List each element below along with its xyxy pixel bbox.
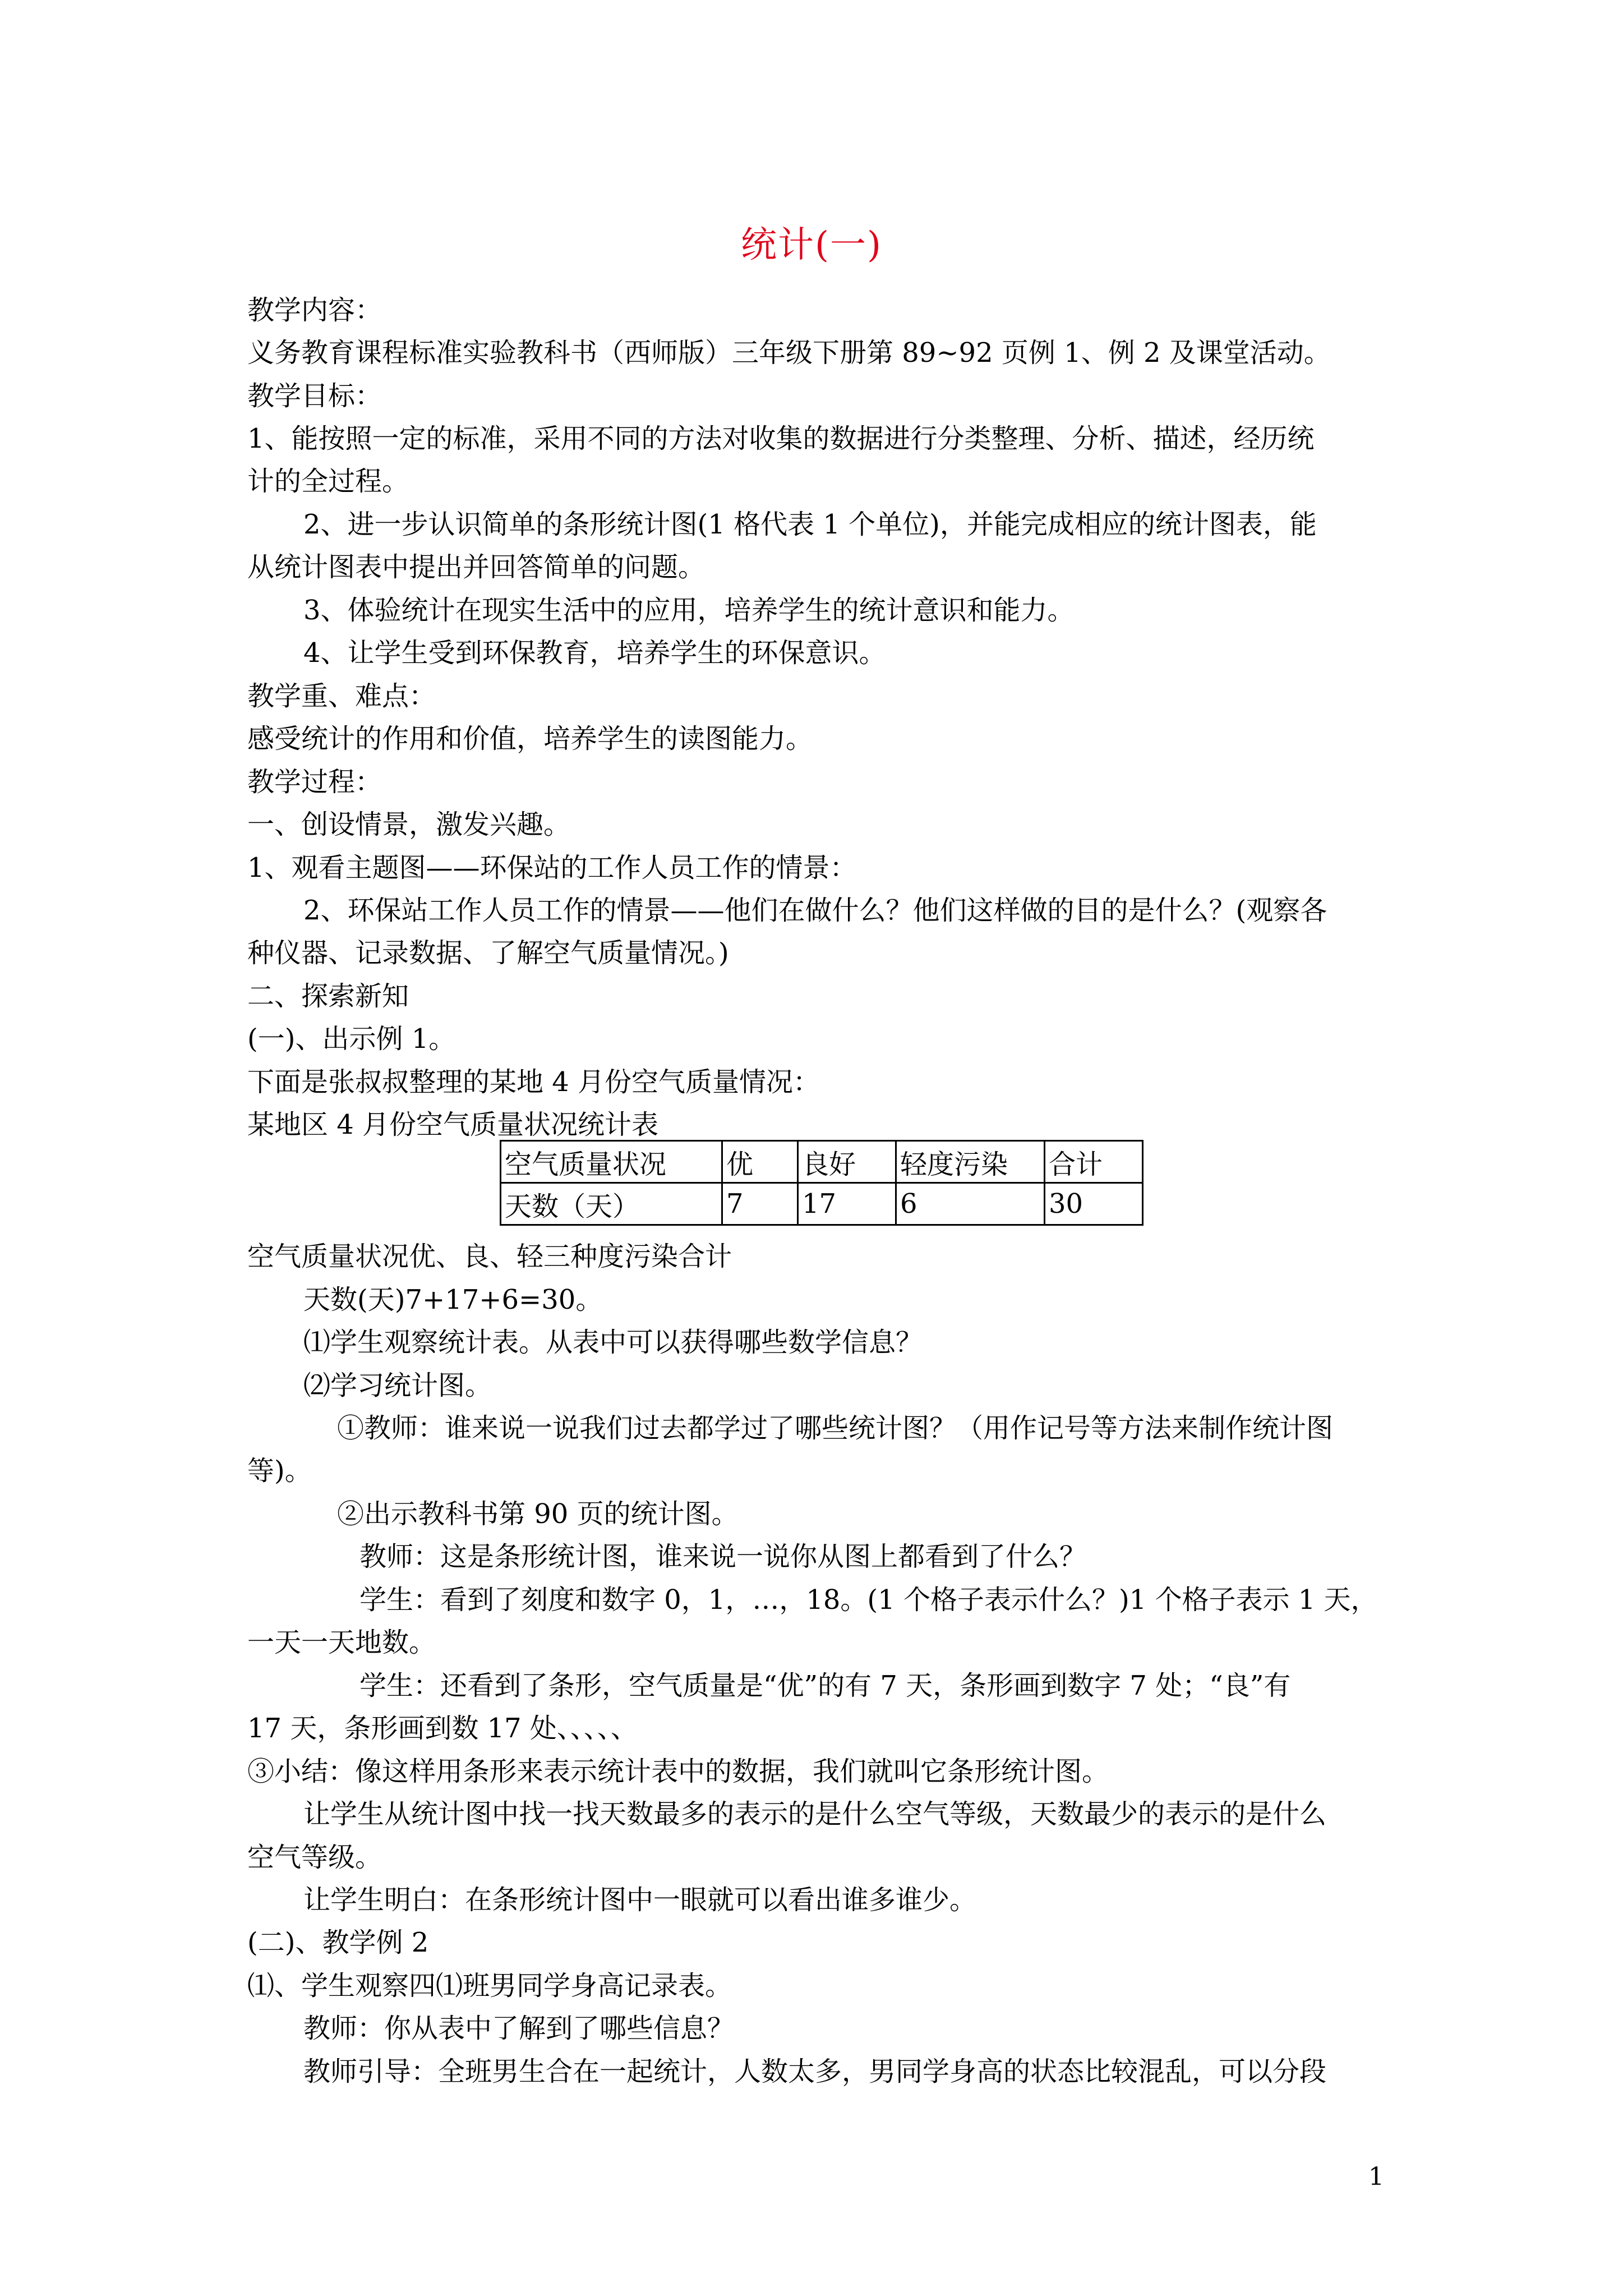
text-line: 等)。 xyxy=(247,1455,312,1487)
text-line: 教学过程： xyxy=(247,766,382,798)
text-line: 种仪器、记录数据、了解空气质量情况。) xyxy=(247,937,729,969)
text-line: 教师：这是条形统计图，谁来说一说你从图上都看到了什么？ xyxy=(359,1541,1087,1572)
table-row xyxy=(501,1183,1143,1225)
text-line: 空气等级。 xyxy=(247,1842,382,1873)
text-line: 让学生明白：在条形统计图中一眼就可以看出谁多谁少。 xyxy=(303,1884,977,1916)
text-line: 二、探索新知 xyxy=(247,981,409,1012)
table-cell: 天数（天） xyxy=(501,1183,722,1225)
text-line: 感受统计的作用和价值，培养学生的读图能力。 xyxy=(247,723,813,754)
text-line: 下面是张叔叔整理的某地 4 月份空气质量情况： xyxy=(247,1066,820,1098)
text-line: 1、观看主题图——环保站的工作人员工作的情景： xyxy=(247,852,857,884)
text-line: 学生：看到了刻度和数字 0，1，…，18。(1 个格子表示什么？)1 个格子表示 1 天， xyxy=(359,1584,1378,1616)
text-line: 教师引导：全班男生合在一起统计，人数太多，男同学身高的状态比较混乱，可以分段 xyxy=(303,2056,1327,2087)
text-line: 义务教育课程标准实验教科书（西师版）三年级下册第 89~92 页例 1、例 2 及课堂活动。 xyxy=(247,337,1331,369)
text-line: 学生：还看到了条形，空气质量是“优”的有 7 天，条形画到数字 7 处；“良”有 xyxy=(359,1670,1291,1701)
text-line: 教学目标： xyxy=(247,380,382,412)
table-header-cell: 优 xyxy=(722,1141,798,1183)
table-header-cell: 合计 xyxy=(1045,1141,1143,1183)
text-line: (一)、出示例 1。 xyxy=(247,1023,456,1055)
table-cell: 7 xyxy=(722,1183,798,1225)
text-line: 2、环保站工作人员工作的情景——他们在做什么？他们这样做的目的是什么？(观察各 xyxy=(303,895,1327,926)
text-line: ①教师：谁来说一说我们过去都学过了哪些统计图？（用作记号等方法来制作统计图 xyxy=(337,1412,1334,1444)
text-line: 17 天，条形画到数 17 处、、、、、 xyxy=(247,1713,638,1744)
document-title: 统计(一) xyxy=(741,224,882,266)
text-line: (二)、教学例 2 xyxy=(247,1927,429,1958)
table-header-cell: 空气质量状况 xyxy=(501,1141,722,1183)
text-line: 1、能按照一定的标准，采用不同的方法对收集的数据进行分类整理、分析、描述，经历统 xyxy=(247,423,1315,454)
text-line: ⑴学生观察统计表。从表中可以获得哪些数学信息？ xyxy=(303,1327,923,1358)
table-cell: 30 xyxy=(1045,1183,1143,1225)
text-line: 教师：你从表中了解到了哪些信息？ xyxy=(303,2013,735,2044)
text-line: ⑴、学生观察四⑴班男同学身高记录表。 xyxy=(247,1970,732,2001)
text-line: ⑵学习统计图。 xyxy=(303,1370,492,1401)
text-line: 4、让学生受到环保教育，培养学生的环保意识。 xyxy=(303,637,886,669)
table-caption: 某地区 4 月份空气质量状况统计表 xyxy=(247,1109,659,1140)
text-line: 计的全过程。 xyxy=(247,466,409,497)
text-line: 空气质量状况优、良、轻三种度污染合计 xyxy=(247,1241,732,1272)
page-number: 1 xyxy=(1368,2162,1384,2191)
text-line: 一、创设情景，激发兴趣。 xyxy=(247,809,571,840)
text-line: 一天一天地数。 xyxy=(247,1627,436,1658)
text-line: 天数(天)7+17+6=30。 xyxy=(303,1284,603,1315)
table-cell: 17 xyxy=(798,1183,896,1225)
text-line: 2、进一步认识简单的条形统计图(1 格代表 1 个单位)，并能完成相应的统计图表，能 xyxy=(303,509,1317,540)
text-line: ②出示教科书第 90 页的统计图。 xyxy=(337,1498,739,1530)
table-header-cell: 良好 xyxy=(798,1141,896,1183)
table-cell: 6 xyxy=(896,1183,1045,1225)
text-line: ③小结：像这样用条形来表示统计表中的数据，我们就叫它条形统计图。 xyxy=(247,1756,1109,1787)
table-header-cell: 轻度污染 xyxy=(896,1141,1045,1183)
text-line: 让学生从统计图中找一找天数最多的表示的是什么空气等级，天数最少的表示的是什么 xyxy=(303,1798,1327,1830)
text-line: 从统计图表中提出并回答简单的问题。 xyxy=(247,551,706,583)
table-row xyxy=(501,1141,1143,1183)
text-line: 教学重、难点： xyxy=(247,680,436,712)
text-line: 教学内容： xyxy=(247,295,382,326)
text-line: 3、体验统计在现实生活中的应用，培养学生的统计意识和能力。 xyxy=(303,595,1075,626)
air-quality-table xyxy=(500,1140,1144,1226)
